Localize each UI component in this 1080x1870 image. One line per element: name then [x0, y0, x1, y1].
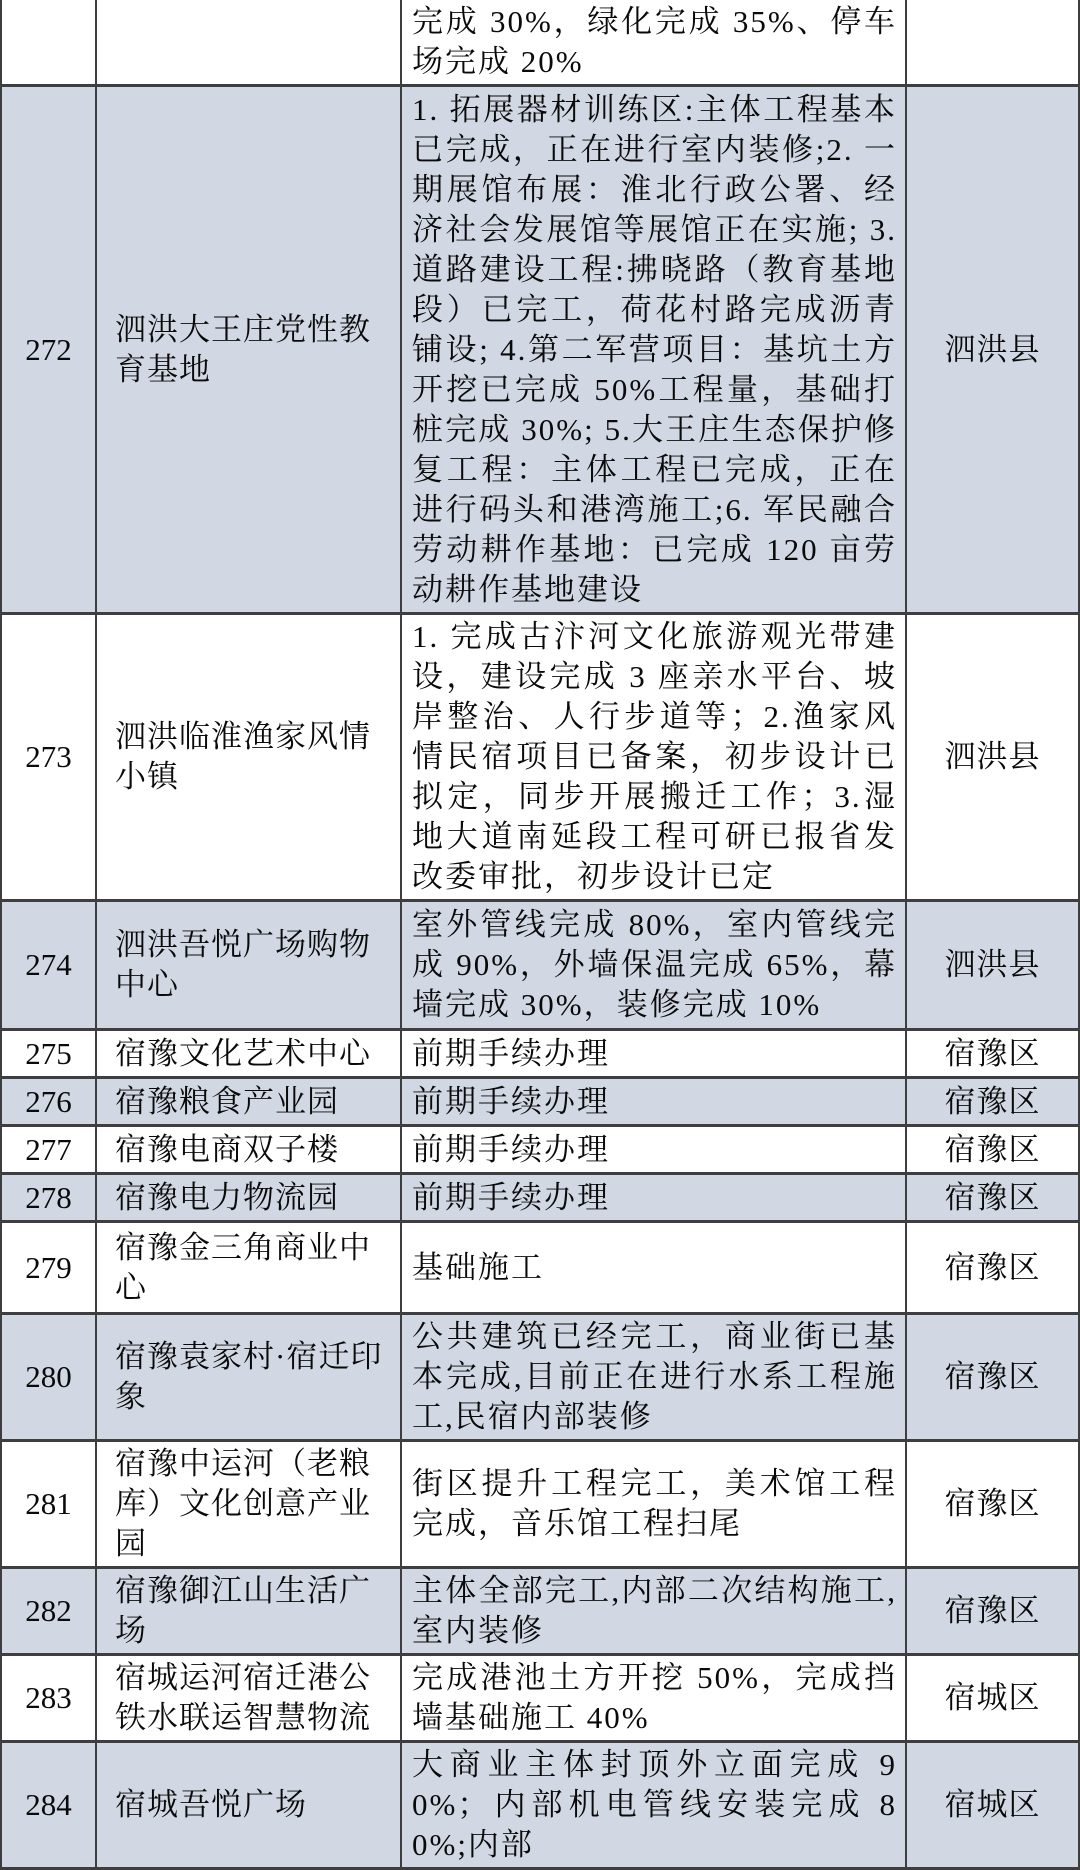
progress-cell: 前期手续办理 [401, 1174, 906, 1222]
district-cell [906, 0, 1079, 86]
district-cell: 宿城区 [906, 1655, 1079, 1742]
table-row [1, 1655, 1079, 1742]
district-cell: 宿豫区 [906, 1314, 1079, 1441]
project-name-cell: 宿豫粮食产业园 [96, 1078, 401, 1126]
progress-cell: 完成港池土方开挖 50%，完成挡墙基础施工 40% [401, 1655, 906, 1742]
progress-cell: 街区提升工程完工，美术馆工程完成，音乐馆工程扫尾 [401, 1441, 906, 1568]
progress-cell: 公共建筑已经完工，商业街已基本完成,目前正在进行水系工程施工,民宿内部装修 [401, 1314, 906, 1441]
table-row [1, 1078, 1079, 1126]
project-name-cell: 宿豫电力物流园 [96, 1174, 401, 1222]
table-row [1, 901, 1079, 1030]
row-number-cell: 281 [1, 1441, 96, 1568]
project-name-cell: 泗洪吾悦广场购物中心 [96, 901, 401, 1030]
table-row [1, 0, 1079, 86]
row-number-cell: 283 [1, 1655, 96, 1742]
row-number-cell: 273 [1, 614, 96, 901]
project-name-cell [96, 0, 401, 86]
progress-cell: 前期手续办理 [401, 1078, 906, 1126]
table-row [1, 1126, 1079, 1174]
row-number-cell: 284 [1, 1742, 96, 1869]
table-row [1, 86, 1079, 614]
district-cell: 泗洪县 [906, 901, 1079, 1030]
project-name-cell: 宿豫御江山生活广场 [96, 1568, 401, 1655]
district-cell: 宿豫区 [906, 1030, 1079, 1078]
table-row [1, 1174, 1079, 1222]
progress-cell: 完成 30%，绿化完成 35%、停车场完成 20% [401, 0, 906, 86]
row-number-cell: 278 [1, 1174, 96, 1222]
table-row [1, 1441, 1079, 1568]
table-row [1, 1314, 1079, 1441]
progress-cell: 基础施工 [401, 1222, 906, 1314]
project-name-cell: 宿城运河宿迁港公铁水联运智慧物流 [96, 1655, 401, 1742]
row-number-cell: 274 [1, 901, 96, 1030]
progress-cell: 主体全部完工,内部二次结构施工,室内装修 [401, 1568, 906, 1655]
district-cell: 宿豫区 [906, 1568, 1079, 1655]
progress-cell: 前期手续办理 [401, 1030, 906, 1078]
project-name-cell: 泗洪大王庄党性教育基地 [96, 86, 401, 614]
row-number-cell: 282 [1, 1568, 96, 1655]
table-row [1, 1222, 1079, 1314]
district-cell: 泗洪县 [906, 614, 1079, 901]
progress-cell: 大商业主体封顶外立面完成 90%；内部机电管线安装完成 80%;内部 [401, 1742, 906, 1869]
district-cell: 宿豫区 [906, 1126, 1079, 1174]
row-number-cell [1, 0, 96, 86]
project-name-cell: 宿豫电商双子楼 [96, 1126, 401, 1174]
table-row [1, 1742, 1079, 1869]
progress-cell: 1. 拓展器材训练区:主体工程基本已完成，正在进行室内装修;2. 一期展馆布展：淮北行政公署、经济社会发展馆等展馆正在实施; 3.道路建设工程:拂晓路（教育基地段）已完工，荷花村路完成沥青铺设; 4.第二军营项目：基坑土方开挖已完成 50%工程量，基础打桩完成 30%; 5.大王庄生态保护修复工程：主体工程已完成，正在进行码头和港湾施工;6. 军民融合劳动耕作基地：已完成 120 亩劳动耕作基地建设 [401, 86, 906, 614]
district-cell: 泗洪县 [906, 86, 1079, 614]
progress-cell: 室外管线完成 80%，室内管线完成 90%，外墙保温完成 65%，幕墙完成 30%，装修完成 10% [401, 901, 906, 1030]
project-name-cell: 宿城吾悦广场 [96, 1742, 401, 1869]
table-row [1, 1568, 1079, 1655]
row-number-cell: 272 [1, 86, 96, 614]
district-cell: 宿豫区 [906, 1441, 1079, 1568]
table-row [1, 614, 1079, 901]
project-name-cell: 泗洪临淮渔家风情小镇 [96, 614, 401, 901]
progress-cell: 前期手续办理 [401, 1126, 906, 1174]
district-cell: 宿豫区 [906, 1174, 1079, 1222]
progress-cell: 1. 完成古汴河文化旅游观光带建设，建设完成 3 座亲水平台、坡岸整治、人行步道等；2.渔家风情民宿项目已备案，初步设计已拟定，同步开展搬迁工作；3.湿地大道南延段工程可研已报省发改委审批，初步设计已定 [401, 614, 906, 901]
row-number-cell: 277 [1, 1126, 96, 1174]
row-number-cell: 276 [1, 1078, 96, 1126]
project-name-cell: 宿豫中运河（老粮库）文化创意产业园 [96, 1441, 401, 1568]
row-number-cell: 275 [1, 1030, 96, 1078]
project-name-cell: 宿豫文化艺术中心 [96, 1030, 401, 1078]
row-number-cell: 280 [1, 1314, 96, 1441]
district-cell: 宿豫区 [906, 1078, 1079, 1126]
district-cell: 宿城区 [906, 1742, 1079, 1869]
project-name-cell: 宿豫袁家村·宿迁印象 [96, 1314, 401, 1441]
table-row [1, 1030, 1079, 1078]
row-number-cell: 279 [1, 1222, 96, 1314]
district-cell: 宿豫区 [906, 1222, 1079, 1314]
project-name-cell: 宿豫金三角商业中心 [96, 1222, 401, 1314]
